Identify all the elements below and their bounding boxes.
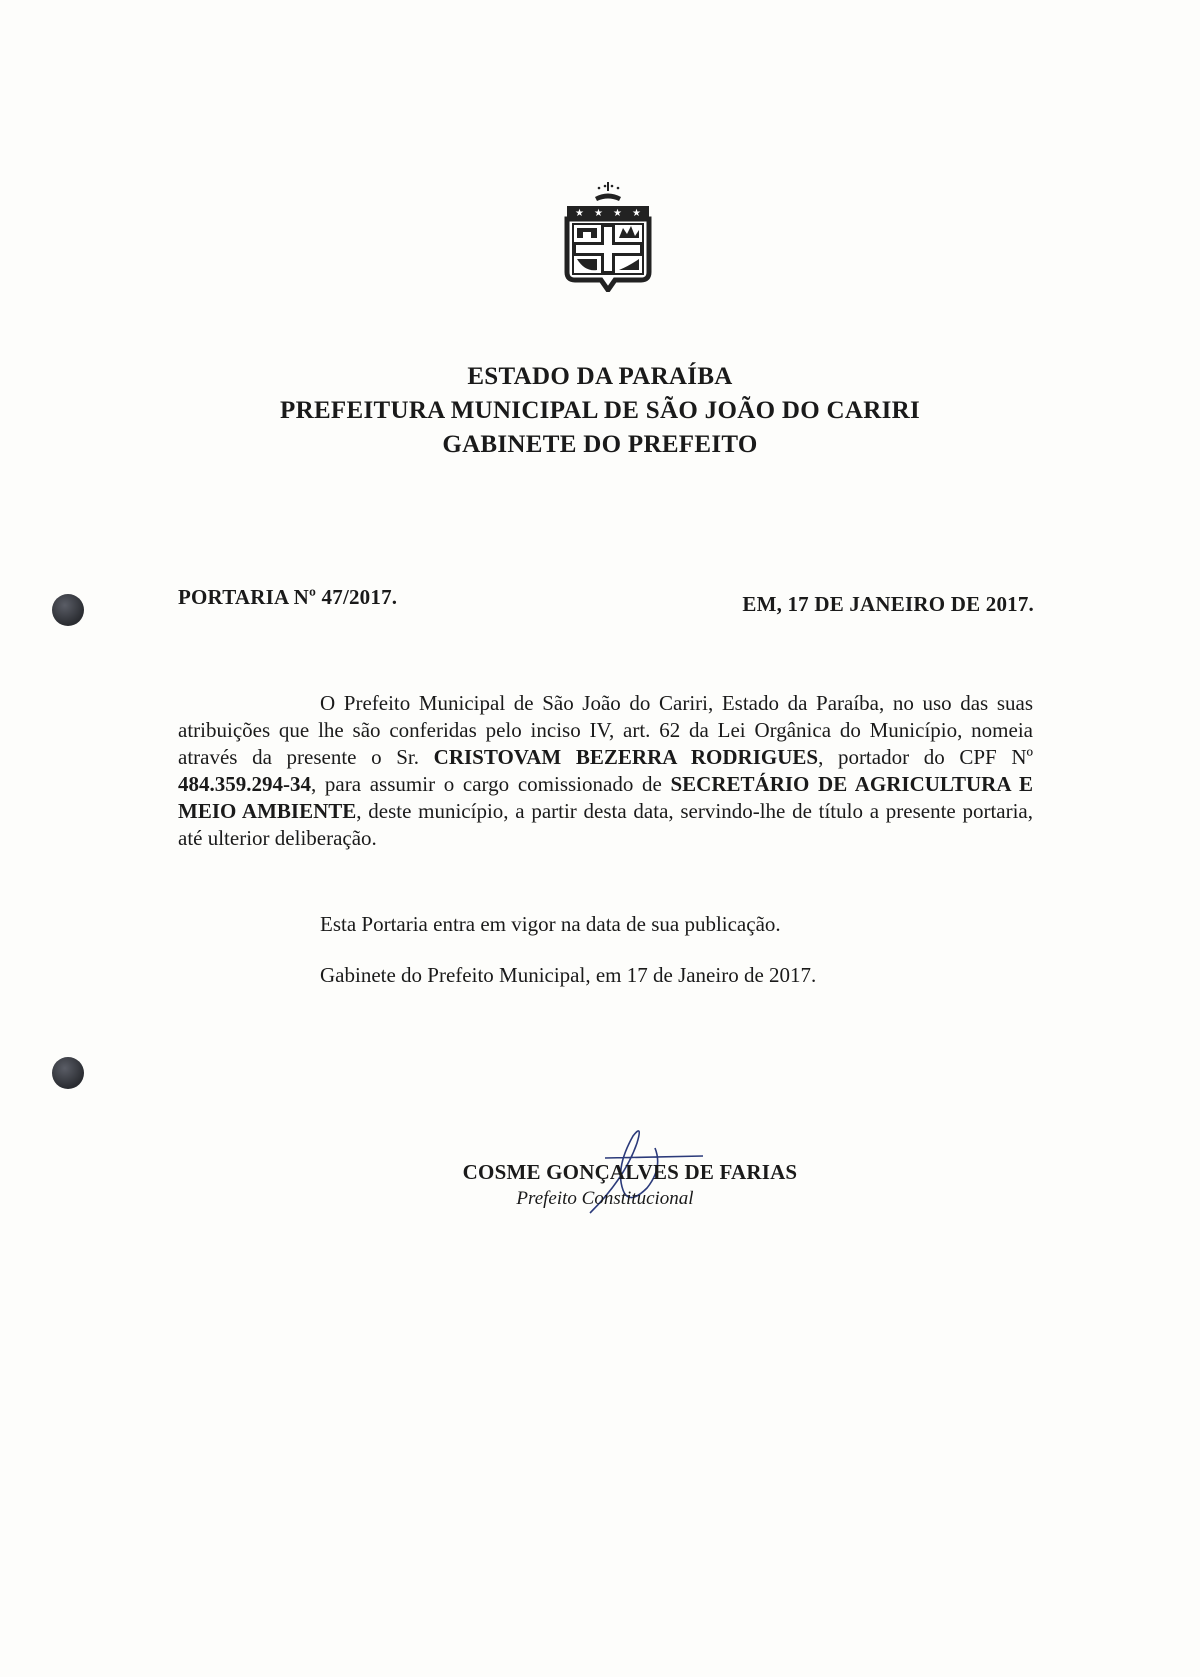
punch-hole — [52, 1057, 84, 1089]
svg-text:★: ★ — [575, 208, 584, 219]
portaria-date: EM, 17 DE JANEIRO DE 2017. — [742, 592, 1034, 616]
state-name: ESTADO DA PARAÍBA — [467, 363, 733, 390]
cpf-number: 484.359.294-34 — [178, 772, 311, 796]
svg-text:★: ★ — [613, 208, 622, 219]
paragraph-text: , para assumir o cargo comissionado de — [311, 772, 671, 796]
letterhead — [0, 360, 1200, 462]
svg-text:★: ★ — [594, 208, 603, 219]
closing-line: Gabinete do Prefeito Municipal, em 17 de Janeiro de 2017. — [320, 963, 817, 987]
paragraph-text: , portador do CPF Nº — [818, 745, 1034, 769]
portaria-number: PORTARIA Nº 47/2017. — [178, 585, 398, 609]
signatory-title: Prefeito Constitucional — [516, 1188, 694, 1209]
office-name: GABINETE DO PREFEITO — [442, 431, 758, 458]
svg-text:★: ★ — [632, 208, 641, 219]
paragraph-text: , deste município, a partir desta data, servindo-lhe de título a presente portaria, até ulterior deliberação. — [178, 799, 1034, 850]
signatory-name: COSME GONÇALVES DE FARIAS — [462, 1160, 798, 1184]
coat-of-arms-icon — [563, 180, 653, 292]
municipality-name: PREFEITURA MUNICIPAL DE SÃO JOÃO DO CARIRI — [280, 397, 920, 424]
effective-clause: Esta Portaria entra em vigor na data de sua publicação. — [320, 912, 781, 936]
position-title: SECRETÁRIO DE AGRICULTURA E MEIO AMBIENTE — [178, 772, 1034, 823]
main-paragraph — [178, 690, 1033, 852]
appointee-name: CRISTOVAM BEZERRA RODRIGUES — [433, 745, 819, 769]
punch-hole — [52, 594, 84, 626]
paragraph-text: O Prefeito Municipal de São João do Cariri, Estado da Paraíba, no uso das suas atribuições que lhe são conferidas pelo inciso IV, art. 62 da Lei Orgânica do Município, nomeia através da presente o Sr. — [178, 691, 1033, 769]
